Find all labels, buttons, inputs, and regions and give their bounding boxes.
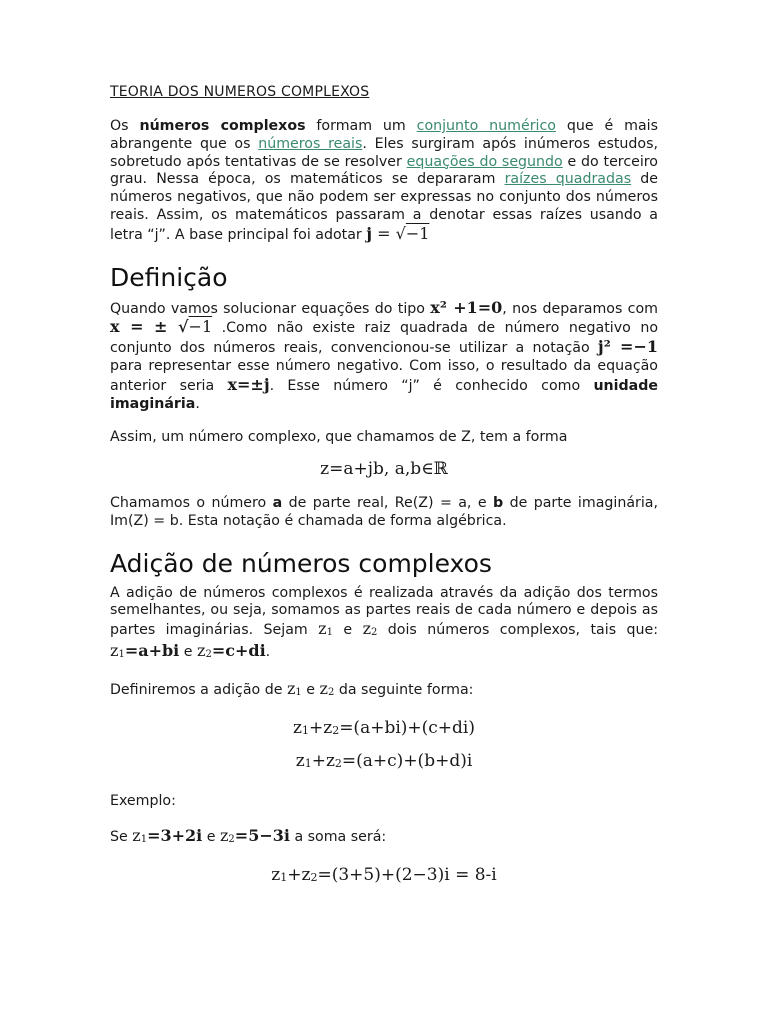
intro-paragraph [110, 118, 658, 245]
math-z2-definition: $z_2=c+di$ [197, 640, 266, 660]
link-numeros-reais[interactable]: números reais [258, 135, 363, 152]
text: . Eles surgiram após inúmeros estudos, sobretudo após tentativas de se resolver [110, 135, 658, 170]
text: de números negativos, que não podem ser expressas no conjunto dos números reais. Assim, os matemáticos passaram a denotar essas raízes usando a letra “j”. A base principal foi adotar [110, 171, 658, 243]
text: e do terceiro grau. Nessa época, os matemáticos se depararam [110, 153, 658, 188]
text: Definiremos a adição de [110, 681, 287, 698]
math-j-squared: j² =−1 [597, 337, 659, 357]
heading-definicao: Definição [110, 262, 228, 292]
define-addition-paragraph [110, 680, 658, 702]
text: a soma será: [289, 828, 387, 845]
link-equacoes-do-segundo[interactable]: equações do segundo [406, 153, 563, 170]
text: de parte imaginária, Im(Z) = b. Esta notação é chamada de forma algébrica. [110, 494, 659, 529]
math-x-squared-plus-one: x² +1=0 [430, 297, 503, 317]
text: . Esse número “j” é conhecido como [269, 377, 594, 394]
text: de parte real, Re(Z) = a, e [282, 494, 493, 511]
text: que é mais abrangente que os [110, 118, 658, 152]
text: da seguinte forma: [334, 681, 474, 698]
real-imaginary-paragraph [110, 495, 658, 531]
example-paragraph [110, 827, 658, 849]
formula-example-sum: $z_1+z_2=(3+5)+(2-3)i = 8-i$ [271, 864, 497, 885]
keyword-b: b [493, 494, 504, 511]
math-z2: $z_2$ [319, 678, 335, 698]
math-radicand: −1 [405, 223, 430, 243]
text: formam um [305, 118, 417, 134]
math-x-plus-minus-sqrt: x = ± √ [110, 317, 189, 337]
text: e [332, 622, 363, 639]
text: e [301, 681, 320, 698]
text: . [195, 395, 200, 412]
text: .Como não existe raiz quadrada de número negativo no conjunto dos números reais, convencionou-se utilizar a notação [110, 320, 658, 357]
keyword-numeros-complexos: números complexos [139, 118, 306, 134]
keyword-a: a [272, 494, 283, 511]
math-z1: $z_1$ [318, 619, 333, 639]
text: Os [110, 118, 140, 134]
definition-paragraph [110, 299, 658, 414]
math-j: j [366, 223, 373, 243]
math-equals-sqrt: = √ [372, 223, 406, 243]
form-paragraph: Assim, um número complexo, que chamamos de Z, tem a forma [110, 429, 568, 446]
math-z2: $z_2$ [362, 619, 378, 639]
math-z2-example: $z_2=5-3i$ [219, 825, 290, 845]
document-title: TEORIA DOS NUMEROS COMPLEXOS [110, 84, 370, 100]
text: Chamamos o número [110, 494, 273, 511]
text: A adição de números complexos é realizada através da adição dos termos semelhantes, ou seja, somamos as partes reais de cada número e depois as partes imaginárias. Sejam [110, 584, 658, 639]
link-conjunto-numerico[interactable]: conjunto numérico [416, 118, 556, 134]
formula-addition-2: $z_1+z_2=(a+c)+(b+d)i$ [295, 751, 473, 772]
heading-adicao: Adição de números complexos [110, 548, 492, 578]
math-z1: $z_1$ [286, 678, 302, 698]
text: dois números complexos, tais que: [377, 622, 659, 639]
formula-algebraic-form: z=a+jb, a,b∈ℝ [320, 459, 448, 480]
math-z1-definition: $z_1=a+bi$ [110, 640, 180, 660]
addition-paragraph [110, 585, 658, 664]
document-content [110, 84, 658, 887]
math-radicand: −1 [188, 317, 213, 337]
math-z1-example: $z_1=3+2i$ [132, 825, 203, 845]
link-raizes-quadradas[interactable]: raízes quadradas [504, 171, 632, 188]
text: . [265, 643, 271, 660]
text: e [179, 643, 198, 660]
text: , nos deparamos com [502, 300, 658, 317]
text: para representar esse número negativo. Com isso, o resultado da equação anterior seria [110, 357, 658, 394]
keyword-unidade-imaginaria: unidade imaginária [110, 377, 659, 412]
text: Se [110, 828, 133, 845]
text: e [202, 828, 220, 845]
example-label: Exemplo: [110, 793, 176, 810]
math-x-plus-minus-j: x=±j [227, 374, 270, 394]
text: Quando vamos solucionar equações do tipo [110, 300, 431, 317]
formula-addition-1: $z_1+z_2=(a+bi)+(c+di)$ [293, 717, 475, 738]
